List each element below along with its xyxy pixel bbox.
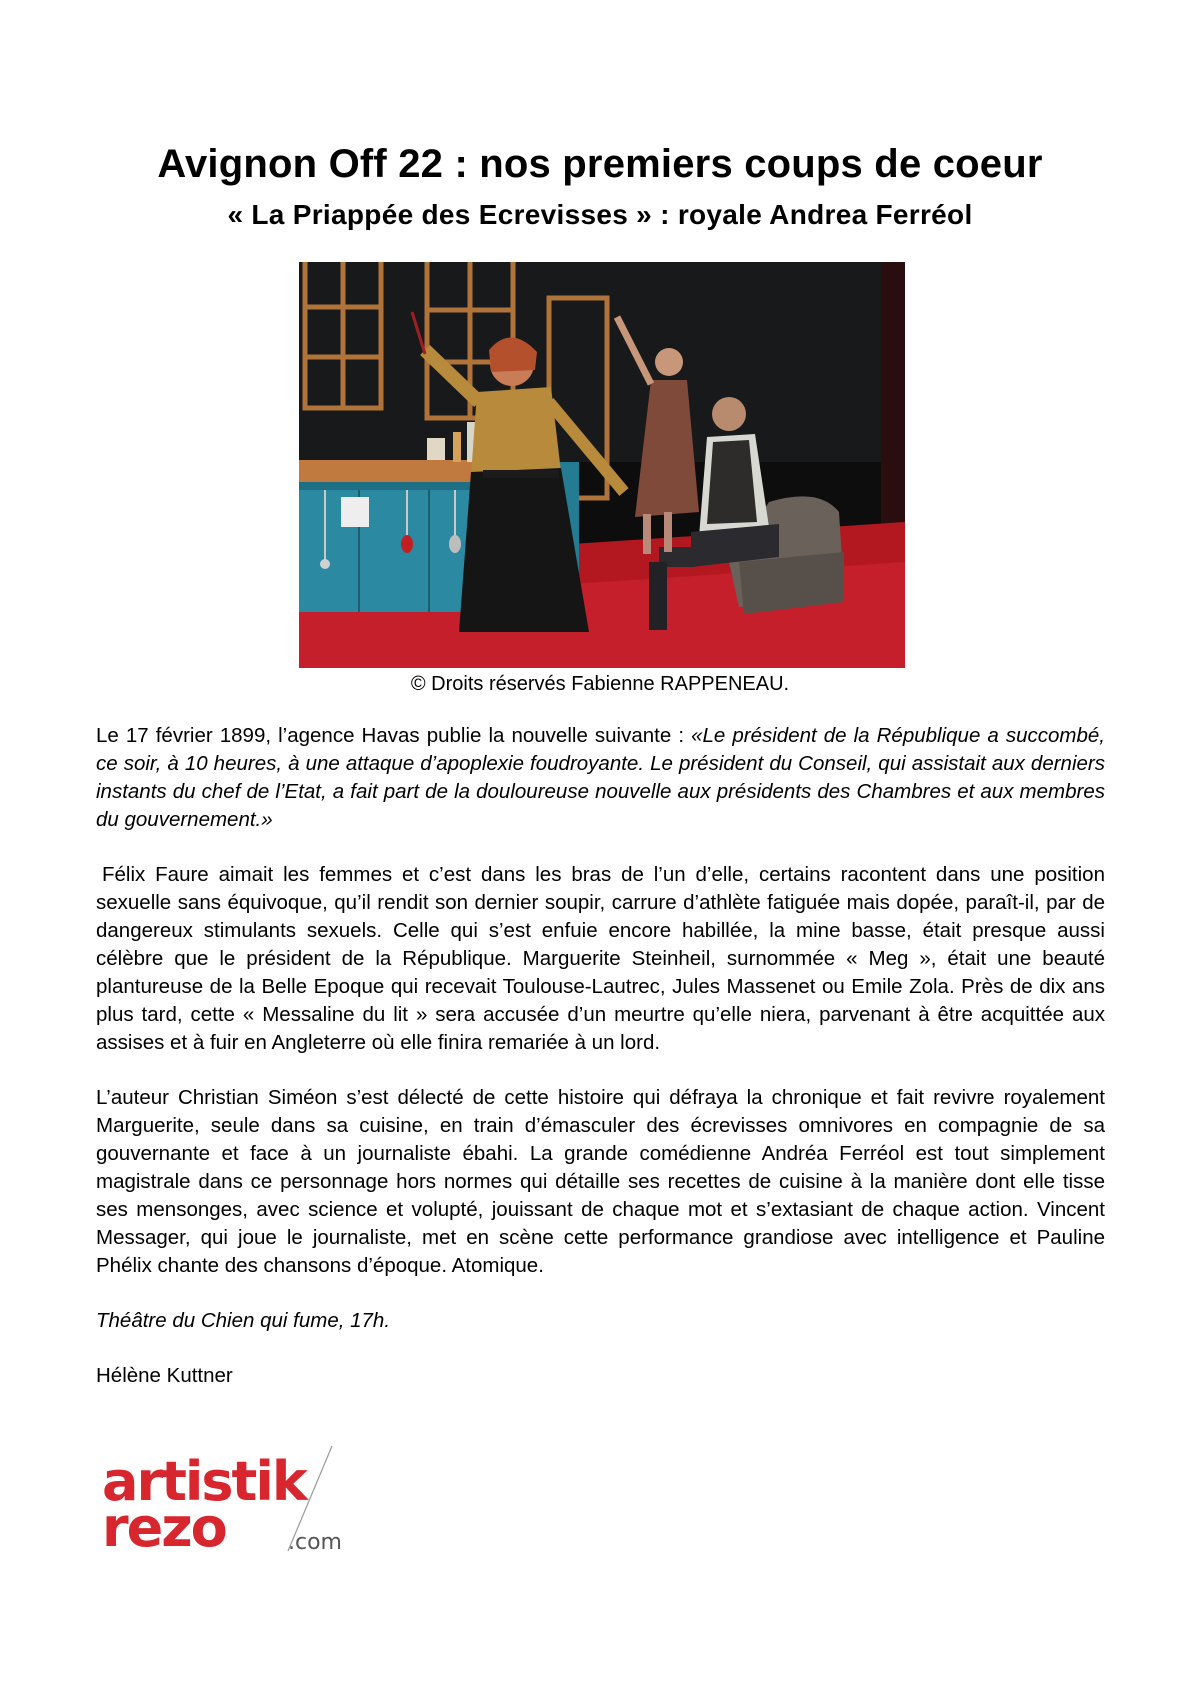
paragraph-review: L’auteur Christian Siméon s’est délecté de cette histoire qui défraya la chronique et fait revivre royalement Marguerite, seule dans sa cuisine, en train d’émasculer des écrevisses omnivores en compagnie de sa gouvernante et face à un journaliste ébahi. La grande comédienne Andréa Ferréol est tout simplement magistrale dans ce personnage hors normes qui détaille ses recettes de cuisine à la manière dont elle tisse ses mensonges, avec science et volupté, jouissant de chaque mot et s’extasiant de chaque action. Vincent Messager, qui joue le journaliste, met en scène cette performance grandiose avec intelligence et Pauline Phélix chante des chansons d’époque. Atomique. <box>96 1086 1105 1277</box>
paragraph-faure: Félix Faure aimait les femmes et c’est dans les bras de l’un d’elle, certains racontent dans une position sexuelle sans équivoque, qu’il rendit son dernier soupir, carrure d’athlète fatiguée mais dopée, paraît-il, par de dangereux stimulants sexuels. Celle qui s’est enfuie encore habillée, la mine basse, était presque aussi célèbre que le président de la République. Marguerite Steinheil, surnommée « Meg », était une beauté plantureuse de la Belle Epoque qui recevait Toulouse-Lautrec, Jules Massenet ou Emile Zola. Près de dix ans plus tard, cette « Messaline du lit » sera accusée d’un meurtre qu’elle niera, parvenant à être acquittée aux assises et à fuir en Angleterre où elle finira remariée à un lord. <box>96 863 1105 1054</box>
stage-photo <box>299 262 905 668</box>
venue-info: Théâtre du Chien qui fume, 17h. <box>96 1309 391 1332</box>
havas-quote: «Le président de la République a succombé, ce soir, à 10 heures, à une attaque d’apoplexie foudroyante. Le président du Conseil, qui assistait aux derniers instants du chef de l’Etat, a fait part de la douloureuse nouvelle aux présidents des Chambres et aux membres du gouvernement.» <box>96 724 1105 831</box>
page-subtitle: « La Priappée des Ecrevisses » : royale Andrea Ferréol <box>227 199 973 230</box>
paragraph-intro <box>96 722 1105 834</box>
logo-line2: rezo <box>102 1496 226 1559</box>
page-title: Avignon Off 22 : nos premiers coups de coeur <box>157 142 1043 186</box>
artistik-rezo-logo <box>96 1436 376 1576</box>
author-name: Hélène Kuttner <box>96 1364 233 1387</box>
logo-line1: artistik <box>102 1450 306 1513</box>
article-body <box>96 722 1105 1417</box>
photo-caption: © Droits réservés Fabienne RAPPENEAU. <box>410 673 790 695</box>
logo-domain: .com <box>288 1530 342 1555</box>
intro-lead: Le 17 février 1899, l’agence Havas publie la nouvelle suivante : <box>96 724 692 747</box>
